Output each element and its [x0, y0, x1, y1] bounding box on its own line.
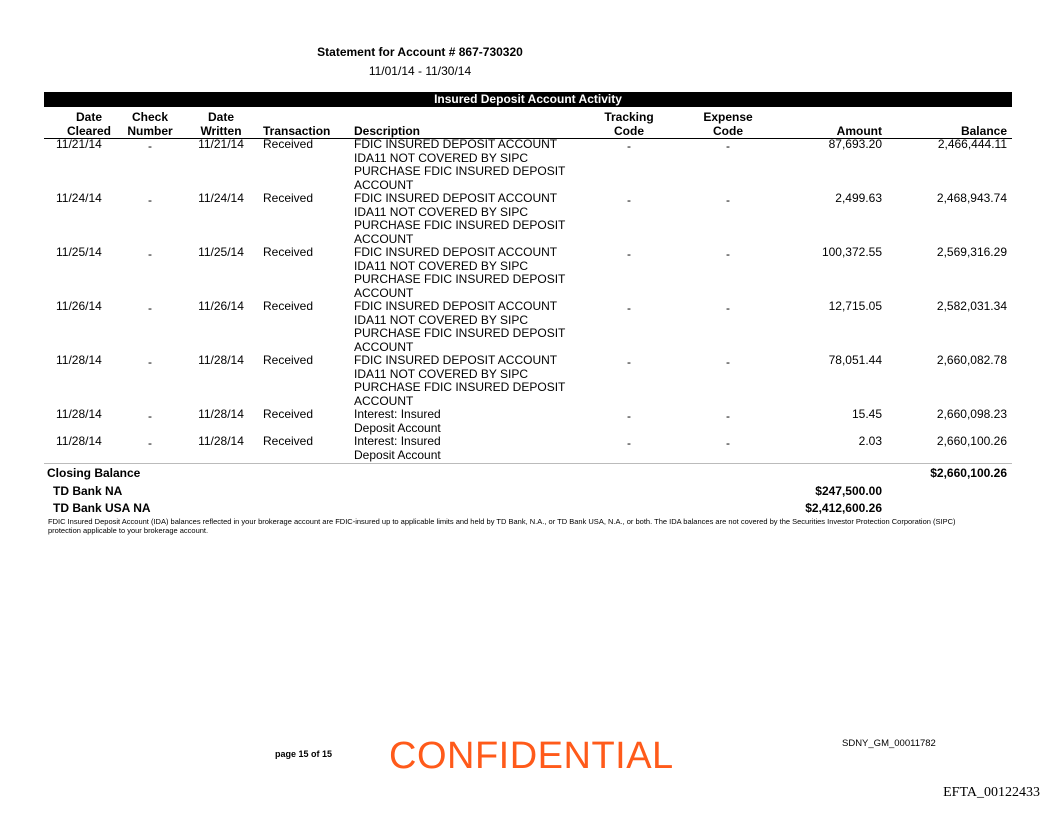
description-line: ACCOUNT: [354, 231, 414, 246]
description: [354, 354, 565, 408]
bank-amount: $247,500.00: [815, 484, 882, 498]
col-transaction: Transaction: [263, 124, 331, 138]
fdic-footnote: FDIC Insured Deposit Account (IDA) balances reflected in your brokerage account are FDIC-insured up to applicable limits and held by TD Bank, N.A., or TD Bank USA, N.A., or both. The IDA balances are not covered by the Securities Investor Protection Corporation (SIPC) protection applicable to your brokerage account.: [48, 517, 956, 535]
col-description: Description: [354, 124, 421, 138]
date-written: 11/25/14: [198, 245, 244, 259]
closing-balance-value: $2,660,100.26: [930, 466, 1007, 480]
bank-amount: $2,412,600.26: [805, 501, 882, 515]
check-number: -: [148, 139, 152, 153]
expense-code: -: [726, 193, 730, 207]
table-row: [0, 435, 1056, 462]
description: [354, 408, 441, 435]
date-written: 11/28/14: [198, 434, 244, 448]
table-row: [0, 408, 1056, 435]
description-line: FDIC INSURED DEPOSIT ACCOUNT: [354, 191, 558, 205]
closing-divider: [44, 463, 1012, 464]
date-cleared: 11/24/14: [56, 191, 102, 205]
transaction-type: Received: [263, 137, 314, 151]
tracking-code: -: [627, 301, 631, 315]
tracking-code: -: [627, 355, 631, 369]
table-row: [0, 300, 1056, 354]
bank-name: TD Bank NA: [53, 484, 123, 498]
col-balance: Balance: [960, 124, 1007, 138]
efta-number: EFTA_00122433: [943, 785, 1040, 800]
description: [354, 192, 565, 246]
statement-period: 11/01/14 - 11/30/14: [368, 64, 472, 78]
tracking-code: -: [627, 409, 631, 423]
amount: 2,499.63: [835, 191, 882, 205]
transaction-type: Received: [263, 407, 314, 421]
amount: 100,372.55: [821, 245, 882, 259]
date-written: 11/26/14: [198, 299, 244, 313]
description-line: Deposit Account: [354, 420, 441, 435]
transaction-type: Received: [263, 191, 314, 205]
transaction-type: Received: [263, 245, 314, 259]
col-date-written: Date Written: [200, 110, 242, 138]
date-cleared: 11/25/14: [56, 245, 102, 259]
description-line: FDIC INSURED DEPOSIT ACCOUNT: [354, 299, 558, 313]
check-number: -: [148, 355, 152, 369]
balance: 2,569,316.29: [936, 245, 1007, 259]
date-cleared: 11/28/14: [56, 353, 102, 367]
amount: 12,715.05: [828, 299, 882, 313]
date-cleared: 11/28/14: [56, 434, 102, 448]
description-line: ACCOUNT: [354, 393, 414, 408]
tracking-code: -: [627, 193, 631, 207]
description-line: PURCHASE FDIC INSURED DEPOSIT: [354, 218, 566, 232]
transaction-table: [0, 138, 1056, 462]
date-written: 11/21/14: [198, 137, 244, 151]
description-line: ACCOUNT: [354, 285, 414, 300]
table-row: [0, 138, 1056, 192]
description-line: PURCHASE FDIC INSURED DEPOSIT: [354, 380, 566, 394]
date-cleared: 11/21/14: [56, 137, 102, 151]
description-line: FDIC INSURED DEPOSIT ACCOUNT: [354, 137, 558, 151]
description-line: FDIC INSURED DEPOSIT ACCOUNT: [354, 245, 558, 259]
statement-title: Statement for Account # 867-730320: [317, 45, 523, 59]
table-row: [0, 192, 1056, 246]
date-cleared: 11/28/14: [56, 407, 102, 421]
expense-code: -: [726, 436, 730, 450]
expense-code: -: [726, 301, 730, 315]
col-amount: Amount: [836, 124, 882, 138]
col-expense-code: Expense Code: [703, 110, 753, 138]
date-cleared: 11/26/14: [56, 299, 102, 313]
description-line: FDIC INSURED DEPOSIT ACCOUNT: [354, 353, 558, 367]
amount: 78,051.44: [828, 353, 882, 367]
description-line: ACCOUNT: [354, 339, 414, 354]
description-line: IDA11 NOT COVERED BY SIPC: [354, 366, 529, 381]
transaction-type: Received: [263, 434, 314, 448]
description-line: Interest: Insured: [354, 407, 441, 421]
transaction-type: Received: [263, 299, 314, 313]
description-line: PURCHASE FDIC INSURED DEPOSIT: [354, 272, 566, 286]
description-line: IDA11 NOT COVERED BY SIPC: [354, 258, 529, 273]
col-check-number: Check Number: [127, 110, 173, 138]
date-written: 11/24/14: [198, 191, 244, 205]
tracking-code: -: [627, 247, 631, 261]
balance: 2,466,444.11: [937, 137, 1007, 151]
description-line: IDA11 NOT COVERED BY SIPC: [354, 312, 529, 327]
amount: 87,693.20: [828, 137, 882, 151]
confidential-stamp: CONFIDENTIAL: [389, 735, 674, 777]
amount: 2.03: [858, 434, 882, 448]
description-line: IDA11 NOT COVERED BY SIPC: [354, 204, 529, 219]
description: [354, 138, 565, 192]
description: [354, 300, 565, 354]
description-line: Interest: Insured: [354, 434, 441, 448]
transaction-type: Received: [263, 353, 314, 367]
description-line: PURCHASE FDIC INSURED DEPOSIT: [354, 326, 566, 340]
description: [354, 246, 565, 300]
check-number: -: [148, 436, 152, 450]
bank-name: TD Bank USA NA: [53, 501, 151, 515]
table-row: [0, 246, 1056, 300]
date-written: 11/28/14: [198, 407, 244, 421]
page-number: page 15 of 15: [275, 749, 333, 759]
bates-number: SDNY_GM_00011782: [842, 738, 936, 749]
expense-code: -: [726, 355, 730, 369]
description-line: IDA11 NOT COVERED BY SIPC: [354, 150, 529, 165]
check-number: -: [148, 409, 152, 423]
description: [354, 435, 441, 462]
expense-code: -: [726, 247, 730, 261]
section-title-bar: Insured Deposit Account Activity: [44, 92, 1012, 107]
col-tracking-code: Tracking Code: [604, 110, 654, 138]
table-row: [0, 354, 1056, 408]
check-number: -: [148, 301, 152, 315]
check-number: -: [148, 193, 152, 207]
amount: 15.45: [851, 407, 882, 421]
tracking-code: -: [627, 436, 631, 450]
balance: 2,660,098.23: [936, 407, 1007, 421]
balance: 2,582,031.34: [936, 299, 1007, 313]
expense-code: -: [726, 139, 730, 153]
balance: 2,660,082.78: [936, 353, 1007, 367]
description-line: PURCHASE FDIC INSURED DEPOSIT: [354, 164, 566, 178]
check-number: -: [148, 247, 152, 261]
closing-balance-label: Closing Balance: [47, 466, 141, 480]
balance: 2,468,943.74: [936, 191, 1007, 205]
description-line: ACCOUNT: [354, 177, 414, 192]
tracking-code: -: [627, 139, 631, 153]
date-written: 11/28/14: [198, 353, 244, 367]
balance: 2,660,100.26: [936, 434, 1007, 448]
expense-code: -: [726, 409, 730, 423]
description-line: Deposit Account: [354, 447, 441, 462]
col-date-cleared: Date Cleared: [66, 110, 112, 138]
